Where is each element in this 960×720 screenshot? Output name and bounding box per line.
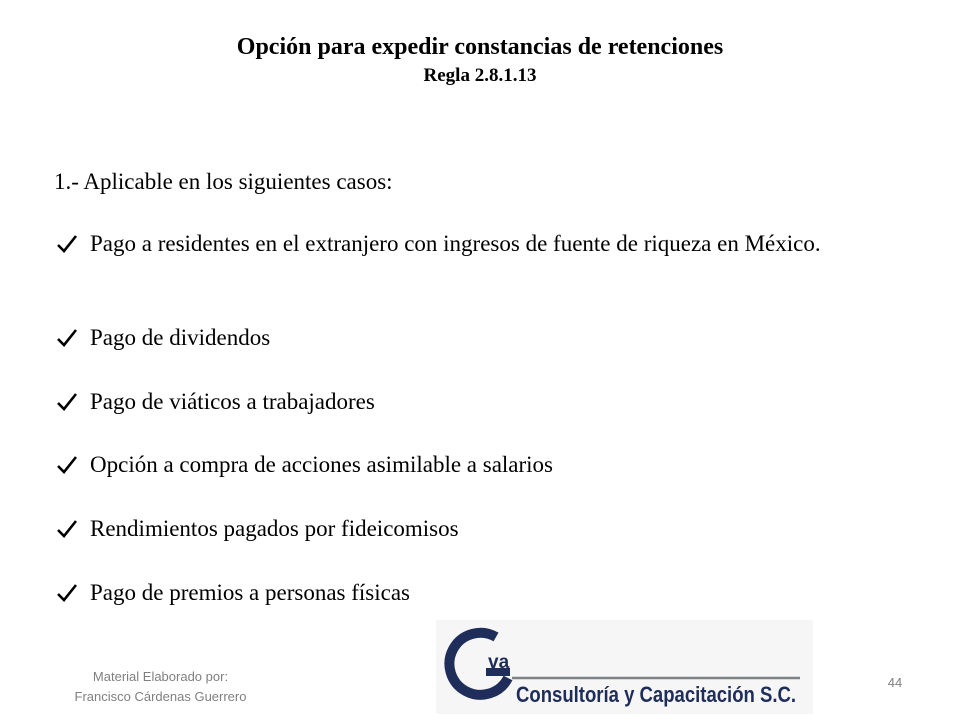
slide-title: Opción para expedir constancias de retenciones [236,34,724,60]
list-item: Rendimientos pagados por fideicomisos [56,514,876,544]
intro-text: 1.- Aplicable en los siguientes casos: [54,169,393,194]
checkmark-icon [56,234,78,254]
footer-credit-line1: Material Elaborado por: [92,669,229,684]
checkmark-icon [56,519,78,539]
logo-company-name: Consultoría y Capacitación S.C. [516,682,796,707]
slide-subtitle: Regla 2.8.1.13 [423,65,537,86]
checkmark-icon [56,583,78,603]
list-item: Pago a residentes en el extranjero con ingresos de fuente de riqueza en México. [56,229,876,259]
list-item: Pago de dividendos [56,323,876,353]
list-item: Pago de viáticos a trabajadores [56,387,876,417]
checkmark-icon [56,455,78,475]
footer-credit-line2: Francisco Cárdenas Guerrero [74,689,247,704]
company-logo [436,620,813,714]
checkmark-icon [56,328,78,348]
footer-credit [58,667,263,707]
logo-graphic [436,620,813,714]
list-item: Opción a compra de acciones asimilable a salarios [56,450,876,480]
checkmark-icon [56,392,78,412]
page-number: 44 [887,675,903,690]
logo-monogram: va [488,652,510,673]
list-item: Pago de premios a personas físicas [56,578,876,608]
